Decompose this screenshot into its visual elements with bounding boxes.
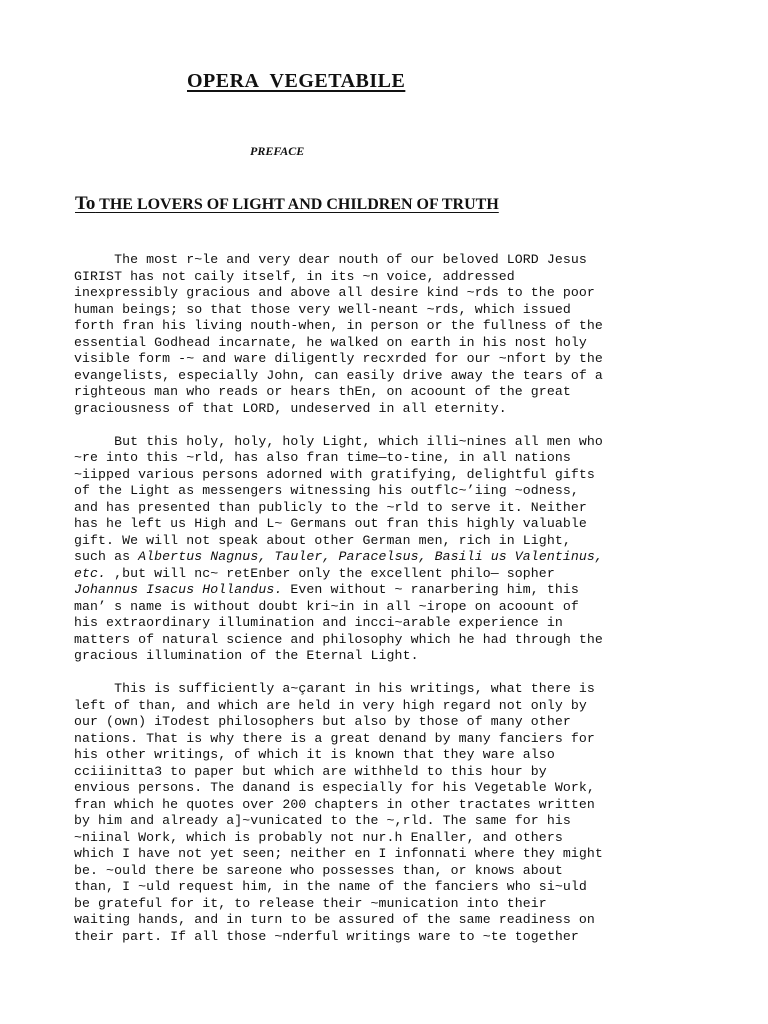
text-line: envious persons. The danand is especially for his Vegetable Work,: [74, 780, 595, 795]
text-line: ~iipped various persons adorned with gratifying, delightful gifts: [74, 466, 595, 482]
text-line: be grateful for it, to release their ~munication into their: [74, 895, 547, 911]
text-line: their part. If all those ~nderful writings ware to ~te together: [74, 928, 579, 944]
text-line: of the Light as messengers witnessing his outflc~’iing ~odness,: [74, 483, 579, 498]
text-line: be. ~ould there be sareone who possesses than, or knows about: [74, 862, 563, 878]
paragraph-2: [74, 434, 694, 665]
paragraph-1: [74, 252, 694, 417]
text-line: human beings; so that those very well-neant ~rds, which issued: [74, 301, 571, 317]
text-line: his other writings, of which it is known that they ware also: [74, 747, 555, 762]
text-segment: Even without ~ ranarbering him, this: [282, 582, 579, 597]
text-line: [74, 566, 694, 583]
document-body: [74, 252, 694, 962]
text-line: This is sufficiently a~çarant in his writings, what there is: [74, 681, 595, 696]
text-segment: such as: [74, 549, 139, 564]
text-line: and has presented than publicly to the ~rld to serve it. Neither: [74, 499, 587, 515]
italic-etc: etc.: [74, 565, 107, 581]
italic-name-hollandus: Johannus Isacus Hollandus.: [74, 582, 283, 597]
text-line: fran which he quotes over 200 chapters in other tractates written: [74, 796, 595, 812]
dedication-heading: [75, 193, 499, 215]
text-line: gift. We will not speak about other German men, rich in Light,: [74, 532, 571, 548]
text-line: ~niinal Work, which is probably not nur.h Enaller, and others: [74, 829, 563, 845]
text-line: essential Godhead incarnate, he walked on earth in his nost holy: [74, 334, 587, 350]
text-line: But this holy, holy, holy Light, which illi~nines all men who: [74, 433, 603, 449]
section-heading-preface: PREFACE: [250, 144, 305, 158]
text-line: [74, 549, 694, 566]
text-line: matters of natural science and philosophy which he had through the: [74, 631, 603, 647]
text-line: has he left us High and L~ Germans out fran this highly valuable: [74, 516, 587, 531]
document-title: OPERA VEGETABILE: [187, 70, 406, 92]
text-line: his extraordinary illumination and incci~arable experience in: [74, 615, 563, 630]
text-line: by him and already a]~vunicated to the ~,rld. The same for his: [74, 813, 571, 828]
text-line: than, I ~uld request him, in the name of the fanciers who si~uld: [74, 879, 587, 894]
text-line: graciousness of that LORD, undeserved in all eternity.: [74, 400, 507, 416]
text-line: man’ s name is without doubt kri~in in all ~irope on acoount of: [74, 598, 579, 614]
text-line: ~re into this ~rld, has also fran time—to-tine, in all nations: [74, 450, 571, 465]
dedication-first-word: To: [75, 193, 96, 214]
text-line: waiting hands, and in turn to be assured of the same readiness on: [74, 912, 595, 927]
text-line: which I have not yet seen; neither en I infonnati where they might: [74, 846, 603, 861]
text-line: righteous man who reads or hears thEn, on acoount of the great: [74, 384, 571, 399]
text-line: forth fran his living nouth-when, in person or the fullness of the: [74, 318, 603, 333]
text-line: nations. That is why there is a great denand by many fanciers for: [74, 730, 595, 746]
text-line: gracious illumination of the Eternal Light.: [74, 648, 419, 663]
text-line: cciiinitta3 to paper but which are withheld to this hour by: [74, 763, 547, 779]
dedication-rest: THE LOVERS OF LIGHT AND CHILDREN OF TRUTH: [95, 196, 499, 213]
text-line: visible form -~ and ware diligently recxrded for our ~nfort by the: [74, 351, 603, 366]
text-line: The most r~le and very dear nouth of our beloved LORD Jesus: [74, 252, 587, 267]
text-line: left of than, and which are held in very high regard not only by: [74, 697, 587, 713]
text-line: evangelists, especially John, can easily drive away the tears of a: [74, 367, 603, 383]
text-line: inexpressibly gracious and above all desire kind ~rds to the poor: [74, 285, 595, 300]
text-line: our (own) iTodest philosophers but also by those of many other: [74, 714, 571, 729]
italic-names: Albertus Nagnus, Tauler, Paracelsus, Basili us Valentinus,: [138, 549, 603, 564]
text-segment: ,but will nc~ retEnber only the excellent philo— sopher: [106, 565, 555, 581]
paragraph-3: [74, 681, 694, 945]
text-line: [74, 582, 694, 599]
text-line: GIRIST has not caily itself, in its ~n voice, addressed: [74, 268, 515, 284]
